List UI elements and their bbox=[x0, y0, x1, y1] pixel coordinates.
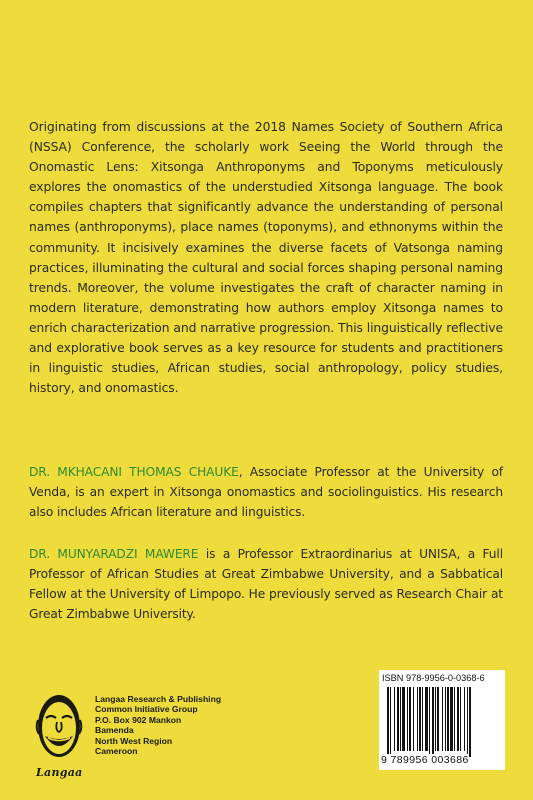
author-name-chauke: DR. MKHACANI THOMAS CHAUKE bbox=[29, 465, 239, 479]
publisher-line: Cameroon bbox=[95, 746, 138, 757]
publisher-line: North West Region bbox=[95, 735, 173, 746]
barcode-digits: 9 789956 003686 bbox=[381, 754, 469, 766]
author-bio-chauke bbox=[29, 462, 503, 522]
publisher-line: Langaa Research & Publishing bbox=[95, 694, 222, 704]
barcode-icon bbox=[387, 687, 497, 757]
publisher-logo-text: Langaa bbox=[36, 766, 83, 779]
author-name-mawere: DR. MUNYARADZI MAWERE bbox=[29, 547, 199, 561]
author-bio-mawere bbox=[29, 544, 503, 624]
isbn-barcode bbox=[379, 670, 505, 770]
publisher-face-icon bbox=[33, 690, 85, 768]
publisher-block bbox=[33, 690, 363, 785]
publisher-line: Common Initiative Group bbox=[95, 704, 198, 715]
author-bio-text-chauke: , Associate Professor at the University of Venda, is an expert in Xitsonga onomastics and sociolinguistics. His research also includes African literature and linguistics. bbox=[29, 465, 503, 519]
publisher-address bbox=[95, 694, 221, 756]
publisher-line: P.O. Box 902 Mankon bbox=[95, 714, 182, 725]
publisher-line: Bamenda bbox=[95, 725, 134, 736]
isbn-label: ISBN 978-9956-0-0368-6 bbox=[382, 673, 485, 683]
publisher-logo bbox=[33, 690, 85, 782]
author-bio-text-mawere: is a Professor Extraordinarius at UNISA, a Full Professor of African Studies at Great Zimbabwe University, and a Sabbatical Fellow at the University of Limpopo. He previously served as Research Chair at Great Zimbabwe University. bbox=[29, 547, 503, 621]
book-description: Originating from discussions at the 2018 Names Society of Southern Africa (NSSA) Conference, the scholarly work Seeing the World through the Onomastic Lens: Xitsonga Anthroponyms and Toponyms meticulously explores the onomastics of the understudied Xitsonga language. The book compiles chapters that significantly advance the understanding of personal names (anthroponyms), place names (toponyms), and ethnonyms within the community. It incisively examines the diverse facets of Vatsonga naming practices, illuminating the cultural and social forces shaping personal naming trends. Moreover, the volume investigates the craft of character naming in modern literature, demonstrating how authors employ Xitsonga names to enrich characterization and narrative progression. This linguistically reflective and explorative book serves as a key resource for students and practitioners in linguistic studies, African studies, social anthropology, policy studies, history, and onomastics. bbox=[29, 120, 503, 396]
